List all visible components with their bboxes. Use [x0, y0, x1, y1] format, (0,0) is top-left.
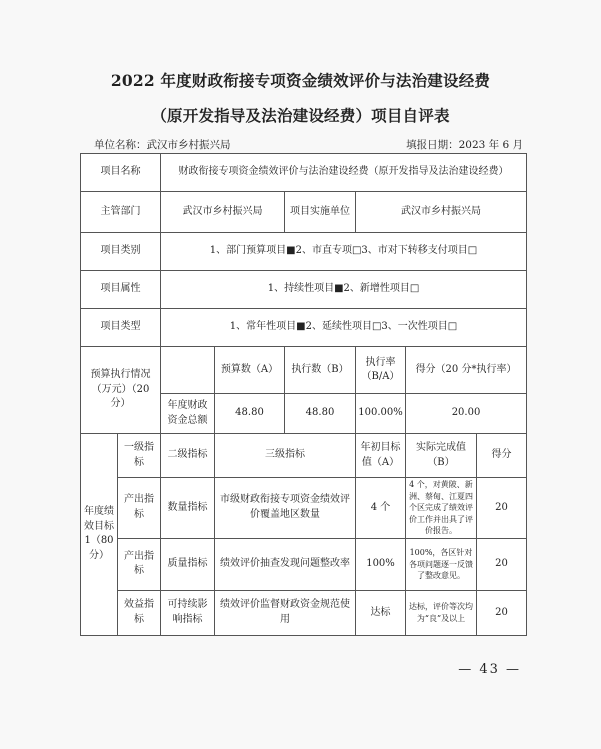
impl-unit-label: 项目实施单位 — [285, 192, 356, 233]
perf-item-score: 20 — [477, 538, 527, 590]
budget-header-exec: 执行数（B） — [285, 347, 356, 394]
perf-item-target: 100% — [356, 538, 406, 590]
rate-value: 100.00% — [356, 394, 406, 434]
row-category — [81, 233, 527, 271]
budget-header-score: 得分（20 分*执行率） — [406, 347, 527, 394]
attribute-label: 项目属性 — [81, 271, 161, 309]
budget-header-budget: 预算数（A） — [215, 347, 285, 394]
perf-header-l2: 二级指标 — [161, 434, 215, 478]
category-value: 1、部门预算项目■2、市直专项□3、市对下转移支付项目□ — [161, 233, 527, 271]
perf-header-target: 年初目标值（A） — [356, 434, 406, 478]
document-title-line2: （原开发指导及法治建设经费）项目自评表 — [151, 106, 450, 125]
report-date-label: 填报日期：2023 年 6 月 — [406, 139, 523, 151]
project-name-value: 财政衔接专项资金绩效评价与法治建设经费（原开发指导及法治建设经费） — [161, 154, 527, 192]
perf-item-l2: 可持续影响指标 — [161, 590, 215, 635]
management-value: 武汉市乡村振兴局 — [161, 192, 285, 233]
unit-name-label: 单位名称：武汉市乡村振兴局 — [94, 139, 231, 151]
perf-item-l3: 市级财政衔接专项资金绩效评价覆盖地区数量 — [215, 478, 356, 539]
row-perf-header — [81, 434, 527, 478]
perf-item-l1: 效益指标 — [118, 590, 161, 635]
project-name-label: 项目名称 — [81, 154, 161, 192]
table-row — [81, 478, 527, 539]
page-number: — 43 — — [458, 662, 521, 677]
management-label: 主管部门 — [81, 192, 161, 233]
row-budget-header — [81, 347, 527, 394]
perf-item-actual: 4 个，对黄陂、新洲、蔡甸、江夏四个区完成了绩效评价工作并出具了评价报告。 — [406, 478, 477, 539]
row-attribute — [81, 271, 527, 309]
budget-header-rate: 执行率（B/A） — [356, 347, 406, 394]
perf-item-l3: 绩效评价监督财政资金规范使用 — [215, 590, 356, 635]
budget-score-value: 20.00 — [406, 394, 527, 434]
budget-label: 预算执行情况（万元）（20 分） — [81, 347, 161, 434]
row-management — [81, 192, 527, 233]
perf-header-l3: 三级指标 — [215, 434, 356, 478]
perf-item-target: 4 个 — [356, 478, 406, 539]
type-label: 项目类型 — [81, 309, 161, 347]
row-project-name — [81, 154, 527, 192]
perf-item-l1: 产出指标 — [118, 478, 161, 539]
perf-header-actual: 实际完成值（B） — [406, 434, 477, 478]
perf-item-score: 20 — [477, 478, 527, 539]
perf-header-score: 得分 — [477, 434, 527, 478]
perf-item-l2: 数量指标 — [161, 478, 215, 539]
row-type — [81, 309, 527, 347]
document-title-line1: 2022 年度财政衔接专项资金绩效评价与法治建设经费 — [110, 71, 491, 90]
perf-item-actual: 100%，各区针对各项问题逐一反馈了整改意见。 — [406, 538, 477, 590]
type-value: 1、常年性项目■2、延续性项目□3、一次性项目□ — [161, 309, 527, 347]
perf-item-score: 20 — [477, 590, 527, 635]
perf-item-l2: 质量指标 — [161, 538, 215, 590]
impl-unit-value: 武汉市乡村振兴局 — [356, 192, 527, 233]
budget-value: 48.80 — [215, 394, 285, 434]
perf-item-actual: 达标，评价等次均为“良”及以上 — [406, 590, 477, 635]
perf-item-target: 达标 — [356, 590, 406, 635]
self-evaluation-table — [80, 153, 527, 636]
exec-value: 48.80 — [285, 394, 356, 434]
budget-row-label: 年度财政资金总额 — [161, 394, 215, 434]
category-label: 项目类别 — [81, 233, 161, 271]
budget-header-blank — [161, 347, 215, 394]
table-row — [81, 590, 527, 635]
perf-item-l3: 绩效评价抽查发现问题整改率 — [215, 538, 356, 590]
perf-item-l1: 产出指标 — [118, 538, 161, 590]
perf-header-l1: 一级指标 — [118, 434, 161, 478]
perf-target-label: 年度绩效目标 1（80 分） — [81, 434, 118, 636]
table-row — [81, 538, 527, 590]
attribute-value: 1、持续性项目■2、新增性项目□ — [161, 271, 527, 309]
